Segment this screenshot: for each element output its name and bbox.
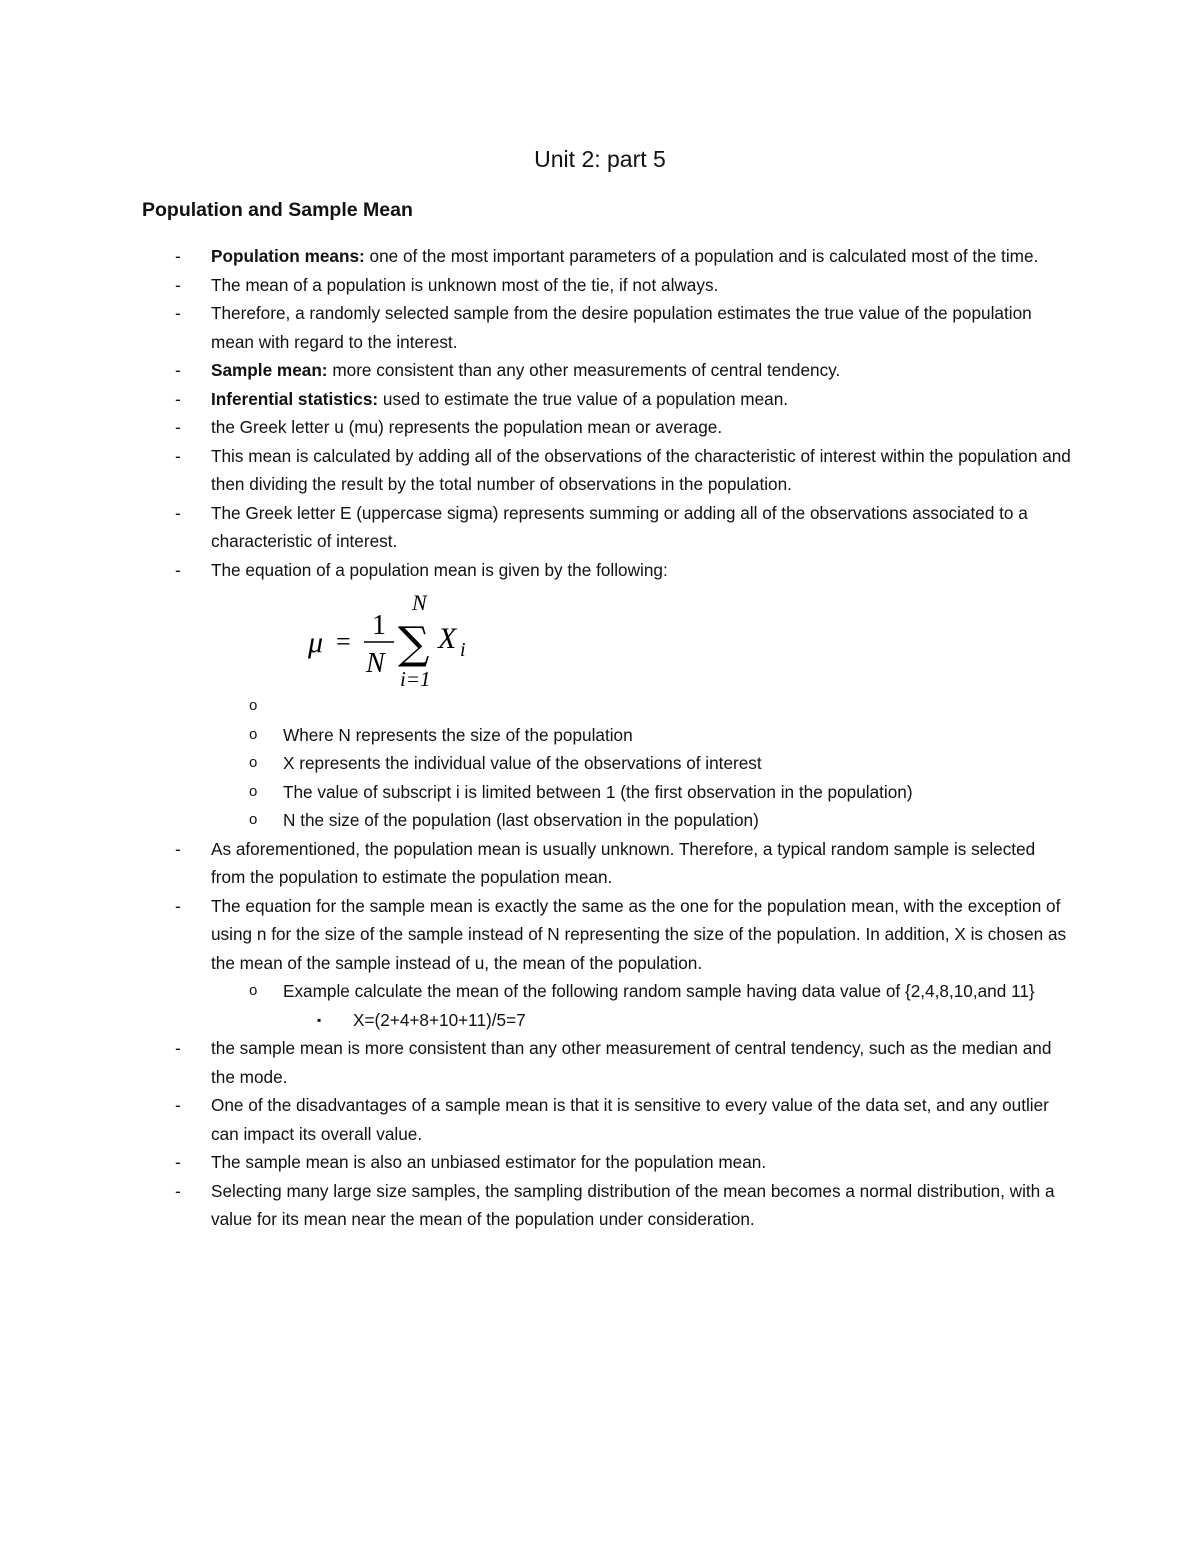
list-item [0, 413, 1071, 442]
dash-marker: - [175, 1038, 181, 1058]
list-item [0, 1148, 1071, 1177]
sigma-icon: ∑ [398, 618, 430, 669]
list-item [0, 1034, 1071, 1091]
formula-upper-limit: N [412, 590, 427, 615]
list-item [0, 1091, 1071, 1148]
section-heading: Population and Sample Mean [142, 199, 413, 221]
circle-marker: o [249, 754, 258, 771]
list-item [0, 556, 1071, 585]
square-marker: ▪ [317, 1012, 322, 1027]
sub-list-item [0, 721, 1063, 750]
sub-list-item [0, 692, 1063, 721]
list-item [0, 442, 1071, 499]
formula-subscript: i [460, 639, 466, 661]
list-item-text: The sample mean is also an unbiased estimator for the population mean. [211, 1152, 767, 1172]
formula-x: X [438, 622, 457, 655]
dash-marker: - [175, 1095, 181, 1115]
sub-list-item-text: X represents the individual value of the observations of interest [283, 753, 762, 773]
list-item [0, 385, 1071, 414]
circle-marker: o [249, 725, 258, 743]
formula-mu: μ [308, 626, 324, 659]
list-item [0, 1177, 1071, 1234]
list-item-text: One of the disadvantages of a sample mean is that it is sensitive to every value of the data set, and any outlier can impact its overall value. [211, 1095, 1049, 1144]
dash-marker: - [175, 559, 181, 580]
term-label: Population means: [211, 246, 365, 266]
sub-sub-list-item [0, 1006, 1053, 1035]
formula-svg [300, 584, 500, 690]
dash-marker: - [175, 838, 181, 859]
sub-list-item [0, 806, 1063, 835]
list-item [0, 356, 1071, 385]
dash-marker: - [175, 895, 181, 916]
list-item-text: The mean of a population is unknown most of the tie, if not always. [211, 274, 719, 295]
list-item [0, 271, 1071, 300]
circle-marker: o [249, 782, 258, 800]
list-item-text: The Greek letter E (uppercase sigma) represents summing or adding all of the observations associated to a characteristic of interest. [211, 502, 1028, 551]
list-item [0, 242, 1071, 271]
sub-list-item [0, 977, 1063, 1006]
formula-denominator: N [366, 648, 385, 679]
bullet-list [0, 242, 1200, 1234]
list-item-text: The equation for the sample mean is exactly the same as the one for the population mean, with the exception of using n for the size of the sample instead of N representing the size of the population. In addition, X is chosen as the mean of the sample instead of u, the mean of the population. [211, 895, 1067, 973]
dash-marker: - [175, 502, 181, 523]
dash-marker: - [175, 388, 181, 409]
page-title: Unit 2: part 5 [534, 146, 666, 172]
sub-list-item-text: Where N represents the size of the population [283, 724, 633, 745]
circle-marker: o [249, 811, 258, 828]
list-item-text: used to estimate the true value of a population mean. [378, 388, 789, 409]
sub-list-item [0, 749, 1063, 778]
dash-marker: - [175, 1180, 181, 1201]
list-item-text: The equation of a population mean is given by the following: [211, 559, 668, 580]
list-item-text: more consistent than any other measurements of central tendency. [327, 360, 841, 380]
sub-sub-list-item-text: X=(2+4+8+10+11)/5=7 [353, 1009, 526, 1030]
dash-marker: - [175, 274, 181, 295]
formula-equals: = [336, 627, 351, 656]
population-mean-formula [0, 584, 1200, 692]
dash-marker: - [175, 303, 181, 323]
sub-list-item [0, 778, 1063, 807]
list-item [0, 299, 1071, 356]
dash-marker: - [175, 445, 181, 466]
dash-marker: - [175, 360, 181, 380]
formula-numerator: 1 [372, 610, 386, 641]
list-item-text: As aforementioned, the population mean is usually unknown. Therefore, a typical random sample is selected from the population to estimate the population mean. [211, 838, 1036, 887]
term-label: Inferential statistics: [211, 388, 379, 409]
sub-list-item-text: N the size of the population (last observation in the population) [283, 810, 759, 830]
list-item [0, 499, 1071, 556]
dash-marker: - [175, 1152, 181, 1172]
list-item [0, 835, 1071, 892]
circle-marker: o [249, 982, 258, 999]
formula-lower-limit: i=1 [400, 667, 431, 690]
list-item-text: Selecting many large size samples, the sampling distribution of the mean becomes a normal distribution, with a value for its mean near the mean of the population under consideration. [211, 1180, 1055, 1229]
list-item-text: Therefore, a randomly selected sample from the desire population estimates the true value of the population mean with regard to the interest. [211, 303, 1032, 352]
dash-marker: - [175, 417, 181, 437]
list-item-text: This mean is calculated by adding all of the observations of the characteristic of interest within the population and then dividing the result by the total number of observations in the population. [211, 445, 1071, 494]
term-label: Sample mean: [211, 360, 328, 380]
circle-marker: o [249, 697, 258, 714]
list-item-text: one of the most important parameters of a population and is calculated most of the time. [364, 246, 1039, 266]
list-item-text: the sample mean is more consistent than any other measurement of central tendency, such as the median and the mode. [211, 1038, 1052, 1087]
sub-list-item-text: Example calculate the mean of the following random sample having data value of {2,4,8,10,and 11} [283, 981, 1035, 1001]
list-item [0, 892, 1071, 978]
list-item-text: the Greek letter u (mu) represents the population mean or average. [211, 417, 723, 437]
dash-marker: - [175, 246, 181, 266]
sub-list-item-text: The value of subscript i is limited between 1 (the first observation in the population) [283, 781, 913, 802]
